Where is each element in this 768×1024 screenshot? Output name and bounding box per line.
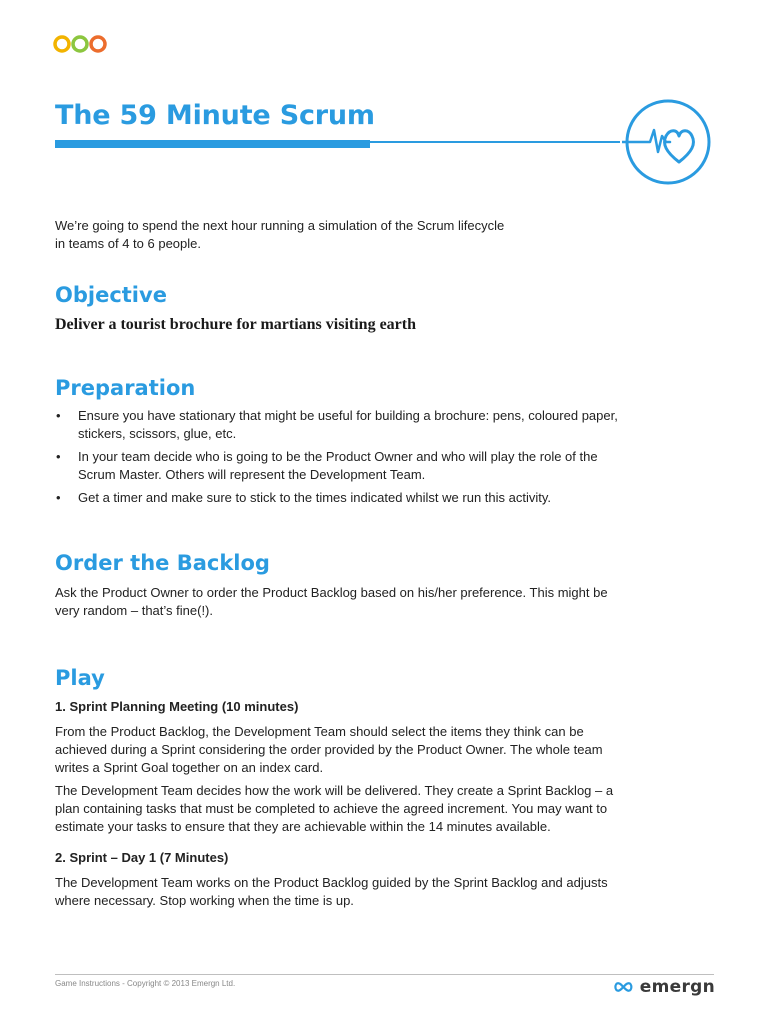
bullet-icon: • (56, 408, 61, 423)
footer-copyright: Game Instructions - Copyright © 2013 Emergn Ltd. (55, 979, 236, 988)
paragraph-line: The Development Team decides how the work will be delivered. They create a Sprint Backlog – a (55, 783, 614, 798)
paragraph-line: The Development Team works on the Product Backlog guided by the Sprint Backlog and adjusts (55, 875, 608, 890)
footer-brand-logo (613, 975, 715, 999)
heartbeat-heart-icon (622, 98, 714, 186)
paragraph-line: estimate your tasks to ensure that they are achievable within the 14 minutes available. (55, 819, 551, 834)
bullet-icon: • (56, 490, 61, 505)
step-1-paragraph-2 (55, 782, 675, 836)
emergn-infinity-icon (613, 980, 634, 994)
footer-brand-name: emergn (639, 977, 715, 997)
order-backlog-paragraph (55, 584, 675, 620)
paragraph-line: plan containing tasks that must be completed to achieve the agreed increment. You may want to (55, 801, 608, 816)
list-item (55, 407, 675, 443)
list-item-line: Get a timer and make sure to stick to the times indicated whilst we run this activity. (78, 490, 552, 505)
title-underline-thick (55, 140, 370, 148)
list-item-line: Scrum Master. Others will represent the Development Team. (78, 467, 426, 482)
step-2-paragraph-1 (55, 874, 675, 910)
bullet-icon: • (56, 449, 61, 464)
paragraph-line: Ask the Product Owner to order the Product Backlog based on his/her preference. This might be (55, 585, 608, 600)
step-1-paragraph-1 (55, 723, 675, 777)
paragraph-line: very random – that’s fine(!). (55, 603, 213, 618)
list-item-line: stickers, scissors, glue, etc. (78, 426, 237, 441)
step-1-heading: 1. Sprint Planning Meeting (10 minutes) (55, 699, 299, 714)
intro-paragraph (55, 217, 715, 253)
objective-text: Deliver a tourist brochure for martians visiting earth (55, 316, 416, 333)
preparation-heading: Preparation (55, 376, 196, 400)
intro-line: We’re going to spend the next hour running a simulation of the Scrum lifecycle (55, 218, 505, 233)
list-item-line: Ensure you have stationary that might be useful for building a brochure: pens, coloured paper, (78, 408, 618, 423)
list-item (55, 489, 675, 507)
objective-heading: Objective (55, 283, 167, 307)
paragraph-line: From the Product Backlog, the Development Team should select the items they think can be (55, 724, 584, 739)
preparation-list (55, 407, 675, 512)
order-backlog-heading: Order the Backlog (55, 551, 270, 575)
play-heading: Play (55, 666, 105, 690)
step-2-heading: 2. Sprint – Day 1 (7 Minutes) (55, 850, 229, 865)
page-title: The 59 Minute Scrum (55, 100, 375, 131)
paragraph-line: where necessary. Stop working when the time is up. (55, 893, 354, 908)
intro-line: in teams of 4 to 6 people. (55, 236, 201, 251)
paragraph-line: writes a Sprint Goal together on an index card. (55, 760, 324, 775)
paragraph-line: achieved during a Sprint considering the order provided by the Product Owner. The whole team (55, 742, 603, 757)
list-item-line: In your team decide who is going to be the Product Owner and who will play the role of the (78, 449, 598, 464)
emergn-rings-logo-icon (53, 33, 109, 55)
list-item (55, 448, 675, 484)
title-underline-thin (370, 141, 620, 143)
